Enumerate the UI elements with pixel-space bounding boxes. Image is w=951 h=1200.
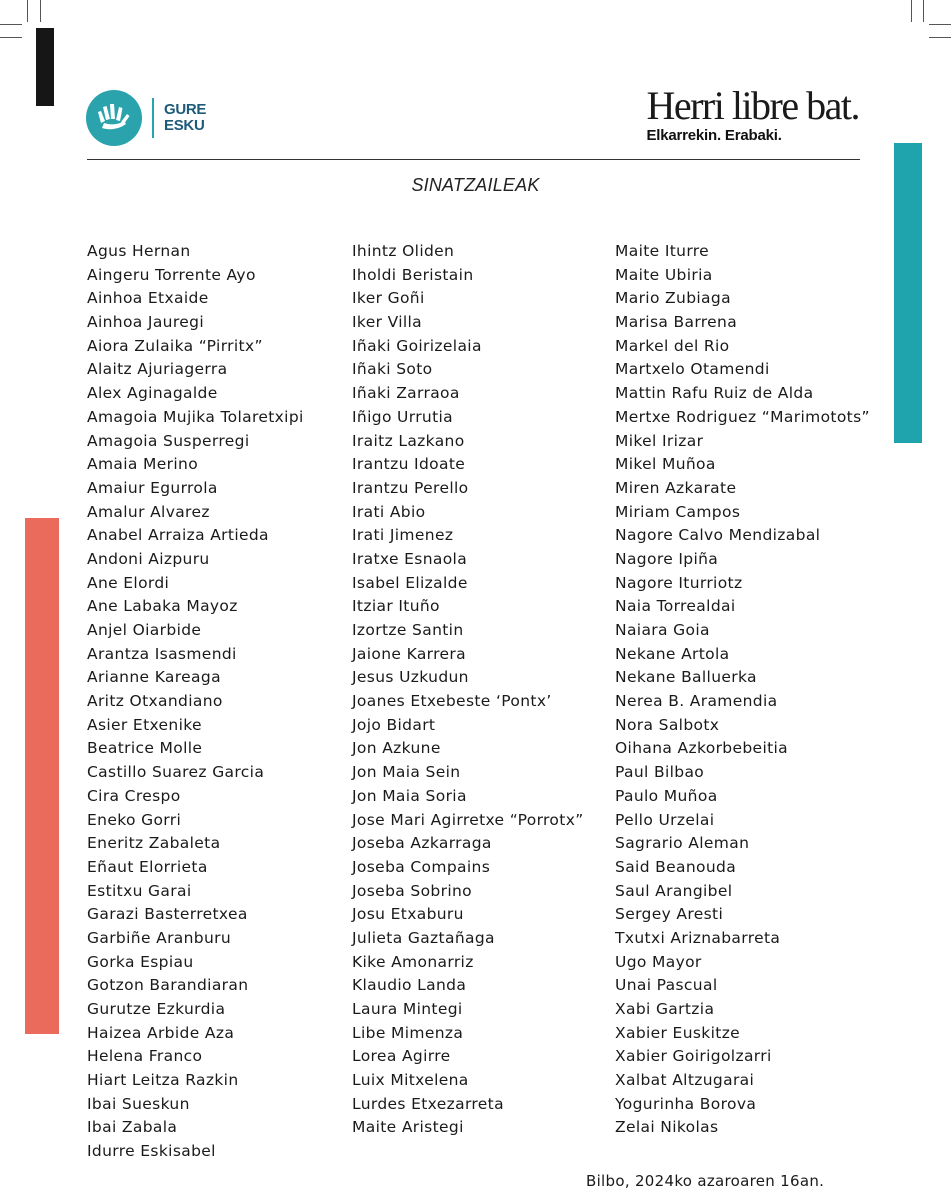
signatory-name: Martxelo Otamendi bbox=[615, 360, 770, 379]
signatory-name: Ihintz Oliden bbox=[352, 242, 455, 260]
signatory-name: Yogurinha Borova bbox=[615, 1094, 757, 1113]
signatory-name: Agus Hernan bbox=[87, 242, 191, 260]
logo-divider bbox=[152, 98, 154, 138]
logo-line-2: ESKU bbox=[164, 117, 205, 134]
signatory-name: Txutxi Ariznabarreta bbox=[615, 928, 781, 947]
signatory-name: Iñaki Goirizelaia bbox=[352, 336, 482, 355]
signatory-name: Nora Salbotx bbox=[615, 715, 720, 734]
signatory-name: Garazi Basterretxea bbox=[87, 905, 248, 924]
signatory-name: Laura Mintegi bbox=[352, 1000, 463, 1018]
signatory-name: Naiara Goia bbox=[615, 621, 710, 639]
signatory-name: Irati Jimenez bbox=[352, 526, 454, 545]
brand-title: Herri libre bat. bbox=[646, 83, 859, 128]
signatory-name: Xabier Goirigolzarri bbox=[615, 1047, 772, 1066]
signatory-name: Asier Etxenike bbox=[87, 715, 202, 734]
signatory-name: Ugo Mayor bbox=[615, 952, 702, 971]
signatory-name: Arianne Kareaga bbox=[87, 668, 221, 687]
signatory-name: Iratxe Esnaola bbox=[352, 549, 468, 568]
signatory-name: Ane Labaka Mayoz bbox=[87, 597, 238, 616]
signatory-name: Jose Mari Agirretxe “Porrotx” bbox=[352, 810, 584, 829]
signatory-name: Aiora Zulaika “Pirritx” bbox=[87, 336, 263, 355]
signatory-name: Isabel Elizalde bbox=[352, 573, 468, 592]
signatory-name: Anjel Oiarbide bbox=[87, 621, 202, 639]
herri-libre-logo bbox=[646, 83, 859, 144]
signatory-name: Mikel Muñoa bbox=[615, 455, 716, 474]
signatory-name: Itziar Ituño bbox=[352, 597, 440, 616]
gure-esku-logo bbox=[86, 90, 206, 146]
signatory-name: Oihana Azkorbebeitia bbox=[615, 739, 789, 758]
signatories-column-1 bbox=[87, 240, 304, 1164]
signatory-name: Xabi Gartzia bbox=[615, 1000, 715, 1018]
signatory-name: Gotzon Barandiaran bbox=[87, 976, 249, 995]
signatory-name: Mertxe Rodriguez “Marimotots” bbox=[615, 407, 870, 426]
signatory-name: Naia Torrealdai bbox=[615, 597, 736, 616]
signatory-name: Alaitz Ajuriagerra bbox=[87, 360, 228, 379]
crop-mark bbox=[911, 0, 912, 22]
signatory-name: Joanes Etxebeste ‘Pontx’ bbox=[352, 692, 552, 711]
crop-mark bbox=[923, 0, 924, 22]
signatory-name: Amagoia Susperregi bbox=[87, 431, 250, 450]
signatory-name: Iñigo Urrutia bbox=[352, 407, 454, 426]
signatory-name: Markel del Rio bbox=[615, 336, 730, 355]
signatory-name: Andoni Aizpuru bbox=[87, 549, 210, 568]
signatory-name: Iholdi Beristain bbox=[352, 265, 474, 284]
signatory-name: Beatrice Molle bbox=[87, 739, 203, 758]
signatory-name: Irantzu Idoate bbox=[352, 455, 466, 474]
signatories-column-3 bbox=[615, 240, 870, 1140]
crop-mark bbox=[40, 0, 41, 22]
signatory-name: Jon Maia Soria bbox=[352, 786, 467, 805]
signatory-name: Iker Villa bbox=[352, 313, 423, 332]
signatory-name: Ibai Sueskun bbox=[87, 1094, 190, 1113]
signatory-name: Paulo Muñoa bbox=[615, 786, 718, 805]
signatory-name: Saul Arangibel bbox=[615, 881, 733, 900]
signatory-name: Mikel Irizar bbox=[615, 431, 704, 450]
signatory-name: Unai Pascual bbox=[615, 976, 718, 995]
signatory-name: Miriam Campos bbox=[615, 502, 741, 521]
signatory-name: Amaiur Egurrola bbox=[87, 478, 218, 497]
signatory-name: Iraitz Lazkano bbox=[352, 431, 465, 450]
signatory-name: Iñaki Soto bbox=[352, 360, 433, 379]
page-title: SINATZAILEAK bbox=[411, 175, 540, 195]
signatory-name: Amalur Alvarez bbox=[87, 502, 210, 521]
signatory-name: Nerea B. Aramendia bbox=[615, 692, 778, 711]
signatory-name: Hiart Leitza Razkin bbox=[87, 1071, 239, 1090]
signatory-name: Sergey Aresti bbox=[615, 905, 724, 924]
signatory-name: Alex Aginagalde bbox=[87, 384, 218, 403]
signatory-name: Idurre Eskisabel bbox=[87, 1142, 216, 1161]
signatory-name: Maite Iturre bbox=[615, 242, 710, 260]
signatory-name: Libe Mimenza bbox=[352, 1023, 464, 1042]
signatory-name: Anabel Arraiza Artieda bbox=[87, 526, 269, 545]
logo-line-1: GURE bbox=[164, 101, 207, 118]
signatory-name: Kike Amonarriz bbox=[352, 952, 474, 971]
signatory-name: Jon Maia Sein bbox=[352, 763, 461, 782]
registration-bar bbox=[36, 28, 54, 106]
signatory-name: Xalbat Altzugarai bbox=[615, 1071, 755, 1090]
signatory-name: Xabier Euskitze bbox=[615, 1023, 741, 1042]
signatory-name: Nekane Artola bbox=[615, 644, 730, 663]
signatory-name: Gurutze Ezkurdia bbox=[87, 1000, 226, 1018]
signatory-name: Garbiñe Aranburu bbox=[87, 928, 232, 947]
signatory-name: Lurdes Etxezarreta bbox=[352, 1094, 504, 1113]
signatory-name: Eneritz Zabaleta bbox=[87, 834, 221, 853]
signatories-column-2 bbox=[352, 240, 584, 1140]
crop-mark bbox=[0, 37, 22, 38]
open-hand-icon bbox=[86, 90, 142, 146]
signatory-name: Julieta Gaztañaga bbox=[352, 928, 495, 947]
signatory-name: Castillo Suarez Garcia bbox=[87, 763, 265, 782]
signatory-name: Iker Goñi bbox=[352, 289, 425, 308]
signatory-name: Jaione Karrera bbox=[352, 644, 466, 663]
signatory-name: Josu Etxaburu bbox=[352, 905, 464, 924]
signatory-name: Arantza Isasmendi bbox=[87, 644, 237, 663]
signatory-name: Haizea Arbide Aza bbox=[87, 1023, 235, 1042]
crop-mark bbox=[27, 0, 28, 22]
signatory-name: Maite Ubiria bbox=[615, 265, 713, 284]
signatory-name: Irantzu Perello bbox=[352, 478, 469, 497]
signatory-name: Mario Zubiaga bbox=[615, 289, 731, 308]
signatory-name: Estitxu Garai bbox=[87, 881, 192, 900]
signatory-name: Izortze Santin bbox=[352, 621, 464, 639]
signatory-name: Miren Azkarate bbox=[615, 478, 737, 497]
signatory-name: Aingeru Torrente Ayo bbox=[87, 265, 256, 284]
signatory-name: Jojo Bidart bbox=[352, 715, 436, 734]
signatory-name: Helena Franco bbox=[87, 1047, 203, 1066]
signatory-name: Lorea Agirre bbox=[352, 1047, 451, 1066]
signatory-name: Said Beanouda bbox=[615, 857, 737, 876]
signatory-name: Cira Crespo bbox=[87, 786, 181, 805]
signatory-name: Aritz Otxandiano bbox=[87, 692, 223, 711]
signatory-name: Amagoia Mujika Tolaretxipi bbox=[87, 407, 304, 426]
signatory-name: Amaia Merino bbox=[87, 455, 199, 474]
signatory-name: Paul Bilbao bbox=[615, 763, 705, 782]
crop-mark bbox=[929, 37, 951, 38]
signatory-name: Jesus Uzkudun bbox=[352, 668, 469, 687]
signatory-name: Klaudio Landa bbox=[352, 976, 467, 995]
signatory-name: Nagore Calvo Mendizabal bbox=[615, 526, 821, 545]
signatory-name: Mattin Rafu Ruiz de Alda bbox=[615, 384, 814, 403]
signatory-name: Ibai Zabala bbox=[87, 1118, 178, 1137]
signatory-name: Pello Urzelai bbox=[615, 810, 715, 829]
crop-mark bbox=[0, 24, 22, 25]
signatory-name: Marisa Barrena bbox=[615, 313, 738, 332]
signatory-name: Jon Azkune bbox=[352, 739, 441, 758]
signatory-name: Nekane Balluerka bbox=[615, 668, 757, 687]
signatory-name: Iñaki Zarraoa bbox=[352, 384, 460, 403]
crop-mark bbox=[929, 24, 951, 25]
signatory-name: Zelai Nikolas bbox=[615, 1118, 719, 1137]
signatory-name: Ainhoa Etxaide bbox=[87, 289, 209, 308]
signatory-name: Nagore Ipiña bbox=[615, 549, 719, 568]
coral-accent-bar bbox=[25, 518, 59, 1034]
signatory-name: Ane Elordi bbox=[87, 573, 170, 592]
signatory-name: Eneko Gorri bbox=[87, 810, 182, 829]
signatory-name: Nagore Iturriotz bbox=[615, 573, 743, 592]
logo-wordmark bbox=[164, 102, 206, 134]
header-divider bbox=[87, 159, 860, 160]
place-date: Bilbo, 2024ko azaroaren 16an. bbox=[586, 1172, 825, 1190]
signatory-name: Sagrario Aleman bbox=[615, 834, 750, 853]
signatory-name: Joseba Compains bbox=[352, 857, 491, 876]
signatory-name: Ainhoa Jauregi bbox=[87, 313, 204, 332]
signatory-name: Maite Aristegi bbox=[352, 1118, 464, 1137]
signatory-name: Luix Mitxelena bbox=[352, 1071, 469, 1090]
signatory-name: Joseba Azkarraga bbox=[352, 834, 492, 853]
signatory-name: Gorka Espiau bbox=[87, 952, 194, 971]
signatory-name: Joseba Sobrino bbox=[352, 881, 472, 900]
signatory-name: Irati Abio bbox=[352, 502, 426, 521]
brand-subtitle: Elkarrekin. Erabaki. bbox=[646, 127, 782, 144]
signatory-name: Eñaut Elorrieta bbox=[87, 857, 208, 876]
